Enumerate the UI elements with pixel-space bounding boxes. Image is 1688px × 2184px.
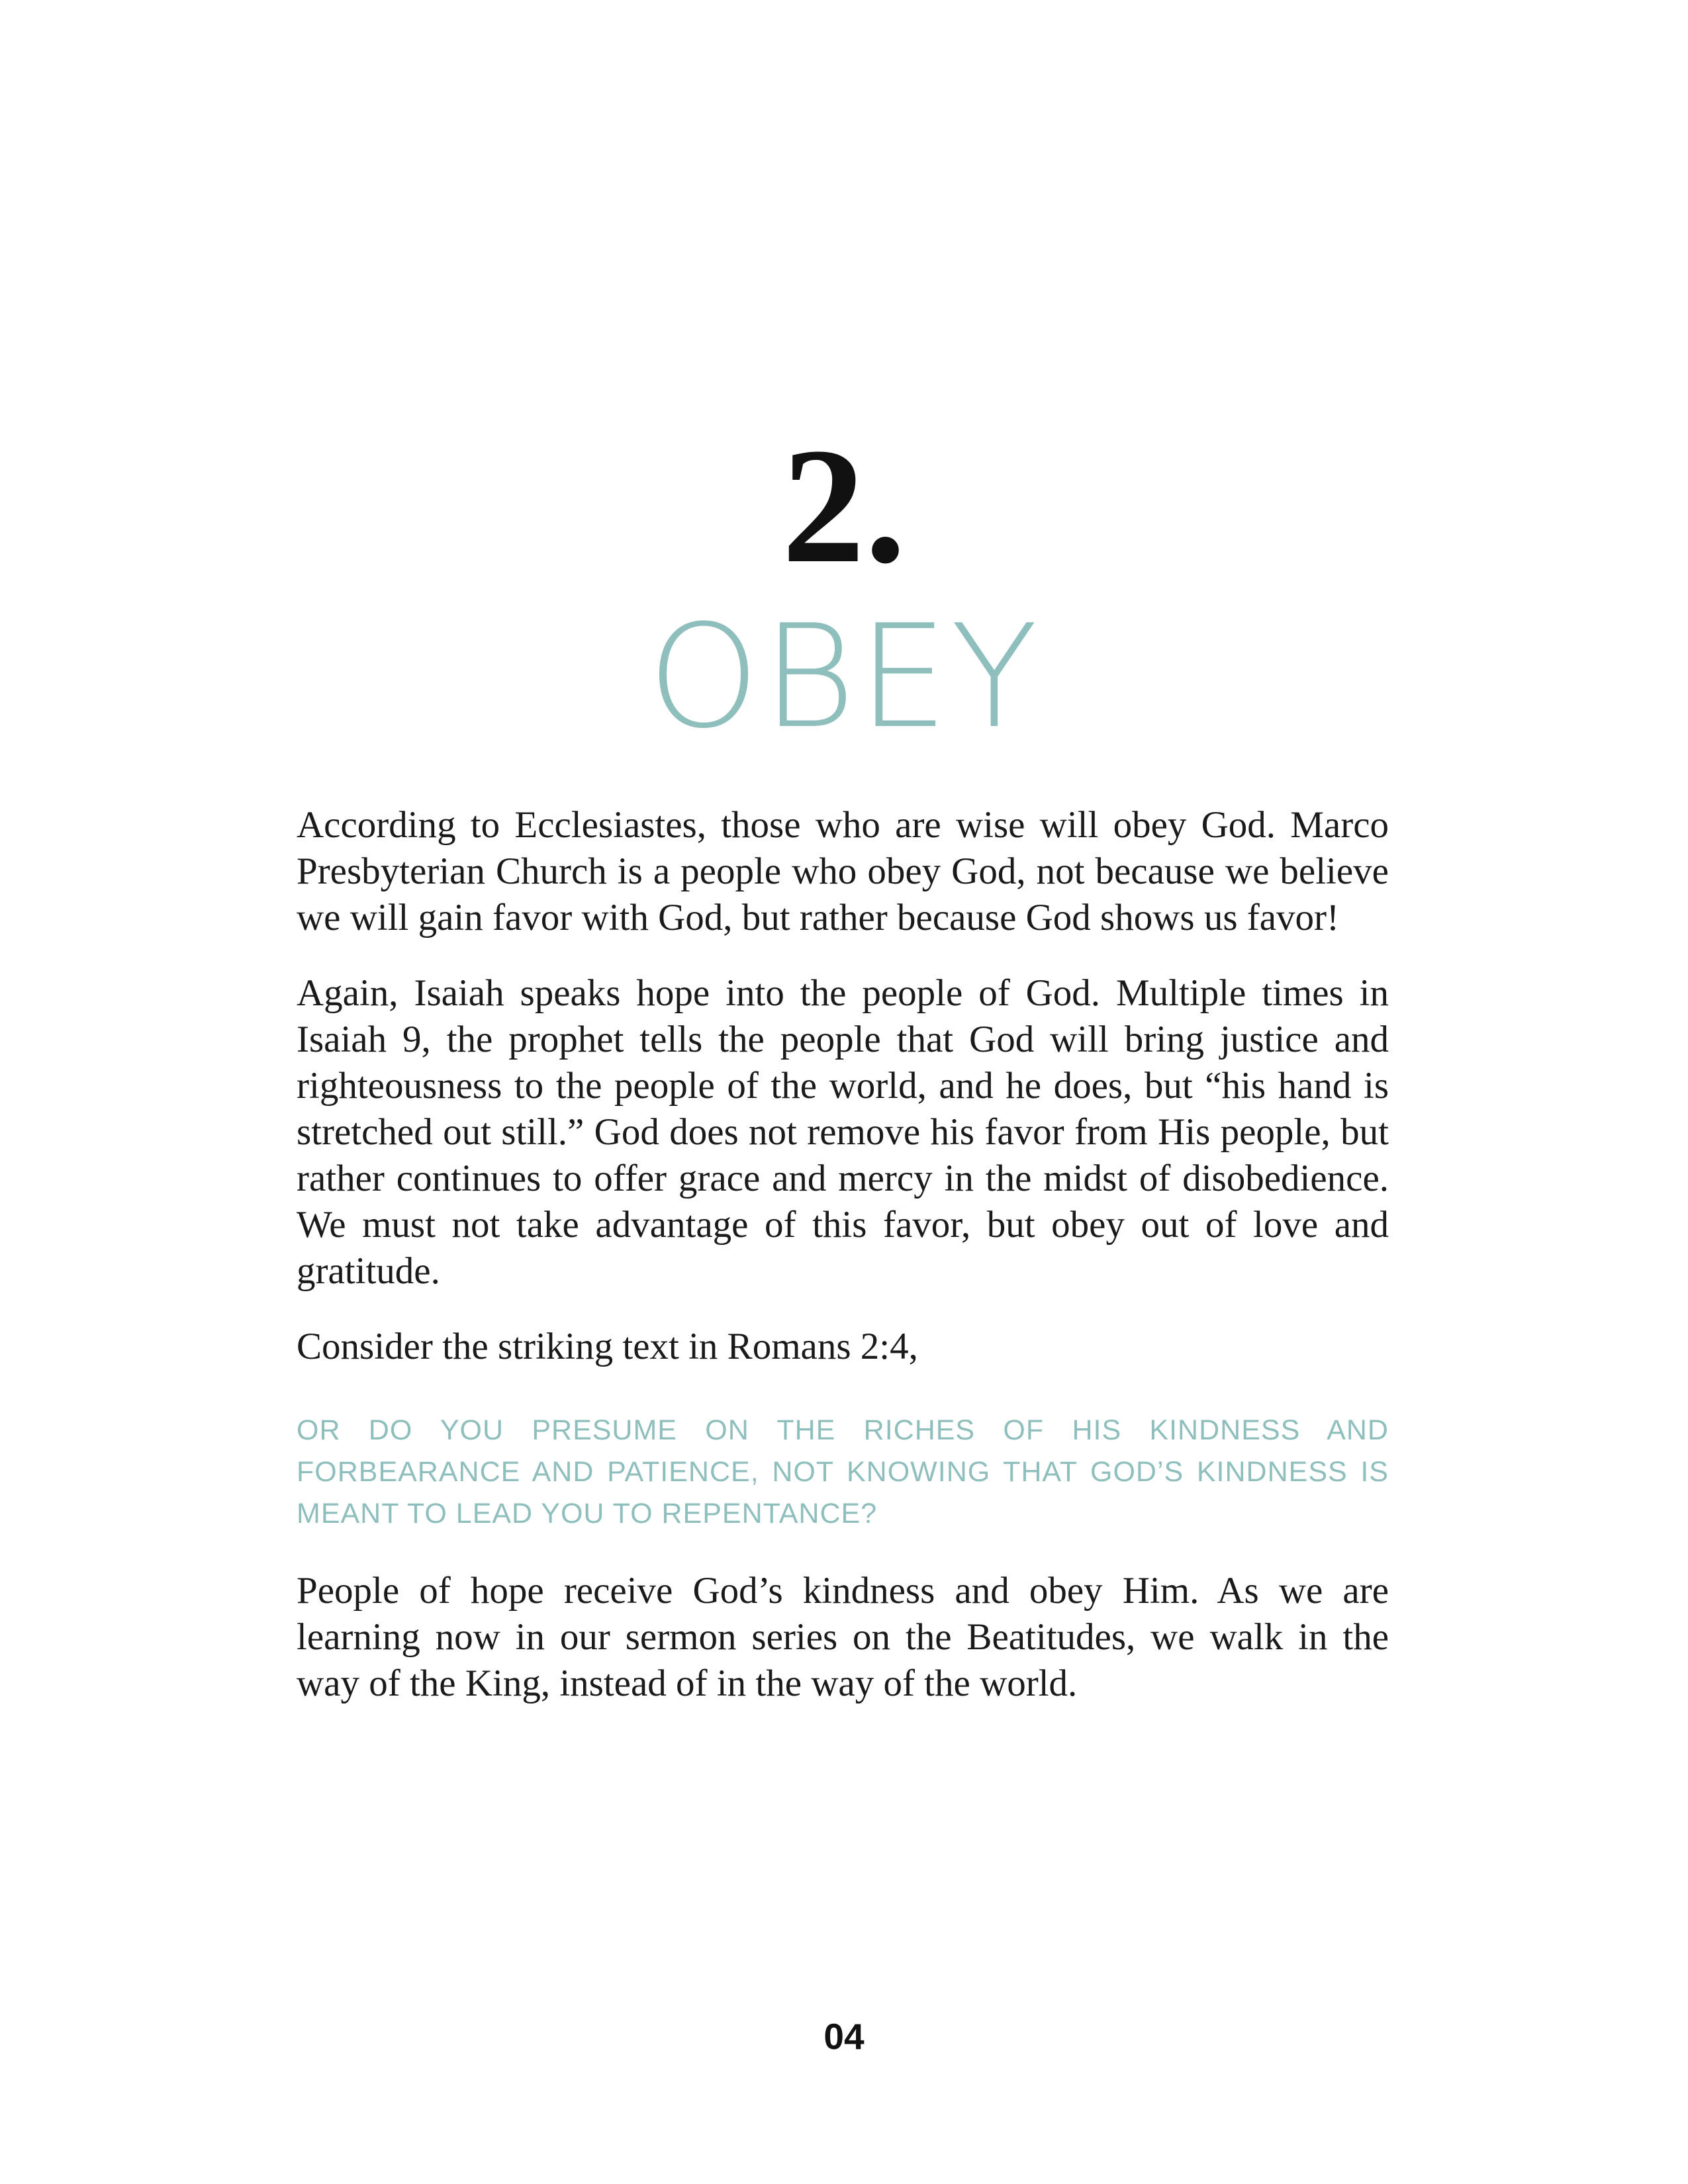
scripture-quote: OR DO YOU PRESUME ON THE RICHES OF HIS KINDNESS AND FORBEARANCE AND PATIENCE, NOT KNOWING THAT GOD’S KINDNESS IS MEANT TO LEAD YOU TO REPENTANCE? xyxy=(297,1414,1389,1529)
section-title: OBEY xyxy=(647,594,1041,760)
body-paragraph-2: Again, Isaiah speaks hope into the people of God. Multiple times in Isaiah 9, the prophet tells the people that God will bring justice and righteousness to the people of the world, and he does, but “his hand is stretched out still.” God does not remove his favor from His people, but rather continues to offer grace and mercy in the midst of disobedience. We must not take advantage of this favor, but obey out of love and gratitude. xyxy=(297,972,1389,1292)
section-number: 2. xyxy=(782,414,906,598)
page-number: 04 xyxy=(823,2016,865,2057)
body-content xyxy=(297,802,1389,1736)
body-paragraph-4: People of hope receive God’s kindness and obey Him. As we are learning now in our sermon series on the Beatitudes, we walk in the way of the King, instead of in the way of the world. xyxy=(297,1570,1389,1704)
body-paragraph-1: According to Ecclesiastes, those who are wise will obey God. Marco Presbyterian Church is a people who obey God, not because we believe we will gain favor with God, but rather because God shows us favor! xyxy=(297,804,1389,938)
body-paragraph-3: Consider the striking text in Romans 2:4, xyxy=(297,1326,918,1367)
